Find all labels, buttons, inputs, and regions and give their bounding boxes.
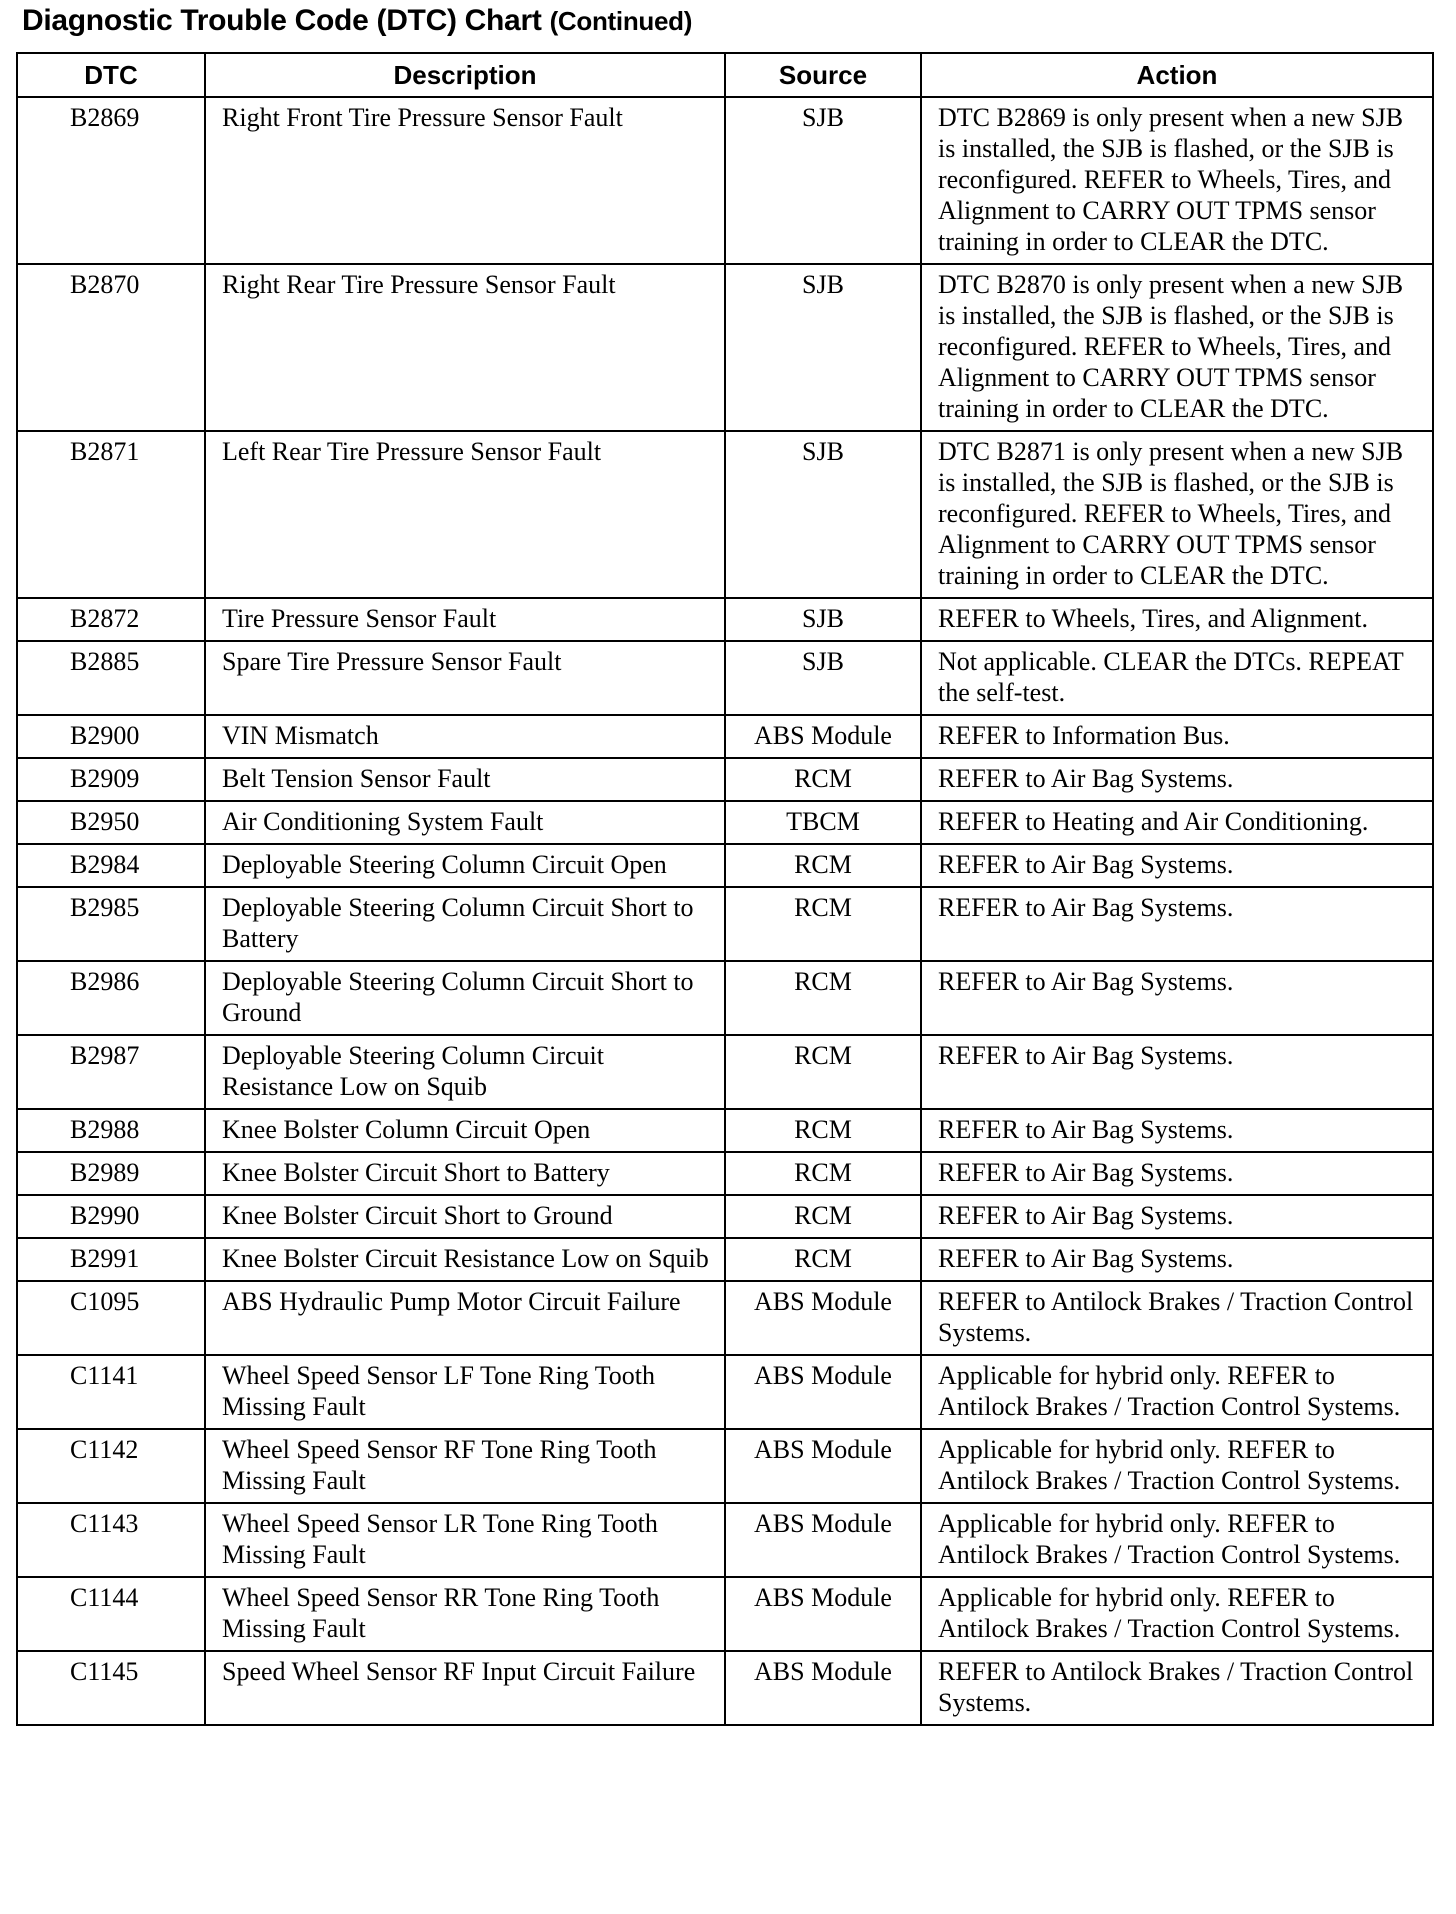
cell-source: RCM	[725, 1109, 921, 1152]
cell-dtc-code: B2991	[17, 1238, 205, 1281]
table-row	[17, 758, 1433, 801]
cell-source: TBCM	[725, 801, 921, 844]
table-row	[17, 961, 1433, 1035]
table-row	[17, 1035, 1433, 1109]
cell-description: Knee Bolster Circuit Resistance Low on Squib	[205, 1238, 725, 1281]
cell-action: REFER to Information Bus.	[921, 715, 1433, 758]
table-row	[17, 1152, 1433, 1195]
cell-action: REFER to Air Bag Systems.	[921, 1195, 1433, 1238]
table-row	[17, 1429, 1433, 1503]
cell-action: Applicable for hybrid only. REFER to Antilock Brakes / Traction Control Systems.	[921, 1503, 1433, 1577]
cell-dtc-code: C1141	[17, 1355, 205, 1429]
cell-dtc-code: B2871	[17, 431, 205, 598]
header-description: Description	[205, 53, 725, 97]
table-row	[17, 1281, 1433, 1355]
table-row	[17, 1195, 1433, 1238]
cell-dtc-code: C1142	[17, 1429, 205, 1503]
cell-action: REFER to Air Bag Systems.	[921, 961, 1433, 1035]
cell-dtc-code: C1145	[17, 1651, 205, 1725]
cell-source: RCM	[725, 1195, 921, 1238]
table-header	[17, 53, 1433, 97]
table-row	[17, 715, 1433, 758]
cell-description: Knee Bolster Column Circuit Open	[205, 1109, 725, 1152]
cell-description: Deployable Steering Column Circuit Short to Ground	[205, 961, 725, 1035]
cell-dtc-code: B2988	[17, 1109, 205, 1152]
cell-source: ABS Module	[725, 1577, 921, 1651]
cell-description: Belt Tension Sensor Fault	[205, 758, 725, 801]
table-row	[17, 844, 1433, 887]
cell-action: Applicable for hybrid only. REFER to Antilock Brakes / Traction Control Systems.	[921, 1577, 1433, 1651]
table-row	[17, 641, 1433, 715]
cell-description: ABS Hydraulic Pump Motor Circuit Failure	[205, 1281, 725, 1355]
cell-source: ABS Module	[725, 1281, 921, 1355]
cell-source: RCM	[725, 844, 921, 887]
cell-description: Wheel Speed Sensor LR Tone Ring Tooth Missing Fault	[205, 1503, 725, 1577]
table-row	[17, 1355, 1433, 1429]
cell-dtc-code: B2990	[17, 1195, 205, 1238]
cell-dtc-code: B2909	[17, 758, 205, 801]
table-row	[17, 431, 1433, 598]
header-row	[17, 53, 1433, 97]
cell-description: Speed Wheel Sensor RF Input Circuit Failure	[205, 1651, 725, 1725]
cell-action: DTC B2870 is only present when a new SJB is installed, the SJB is flashed, or the SJB is reconfigured. REFER to Wheels, Tires, and Alignment to CARRY OUT TPMS sensor training in order to CLEAR the DTC.	[921, 264, 1433, 431]
cell-source: SJB	[725, 431, 921, 598]
page-title	[22, 4, 692, 38]
table-row	[17, 97, 1433, 264]
cell-source: SJB	[725, 641, 921, 715]
cell-description: Deployable Steering Column Circuit Resistance Low on Squib	[205, 1035, 725, 1109]
cell-action: Not applicable. CLEAR the DTCs. REPEAT the self-test.	[921, 641, 1433, 715]
page-title-suffix: (Continued)	[549, 6, 693, 36]
cell-description: Knee Bolster Circuit Short to Battery	[205, 1152, 725, 1195]
cell-source: SJB	[725, 598, 921, 641]
cell-description: Tire Pressure Sensor Fault	[205, 598, 725, 641]
cell-action: REFER to Air Bag Systems.	[921, 1238, 1433, 1281]
cell-source: ABS Module	[725, 1503, 921, 1577]
cell-description: Left Rear Tire Pressure Sensor Fault	[205, 431, 725, 598]
header-source: Source	[725, 53, 921, 97]
cell-dtc-code: B2989	[17, 1152, 205, 1195]
cell-dtc-code: C1144	[17, 1577, 205, 1651]
cell-source: ABS Module	[725, 1429, 921, 1503]
cell-dtc-code: C1143	[17, 1503, 205, 1577]
cell-dtc-code: B2984	[17, 844, 205, 887]
dtc-chart-table	[16, 52, 1434, 1726]
cell-source: ABS Module	[725, 715, 921, 758]
cell-dtc-code: B2985	[17, 887, 205, 961]
cell-source: RCM	[725, 961, 921, 1035]
table-row	[17, 887, 1433, 961]
table-row	[17, 598, 1433, 641]
cell-dtc-code: B2900	[17, 715, 205, 758]
table-row	[17, 1109, 1433, 1152]
cell-description: Wheel Speed Sensor LF Tone Ring Tooth Missing Fault	[205, 1355, 725, 1429]
cell-action: REFER to Antilock Brakes / Traction Control Systems.	[921, 1651, 1433, 1725]
cell-action: REFER to Air Bag Systems.	[921, 1152, 1433, 1195]
cell-action: REFER to Air Bag Systems.	[921, 1109, 1433, 1152]
cell-description: Deployable Steering Column Circuit Short to Battery	[205, 887, 725, 961]
cell-action: DTC B2869 is only present when a new SJB is installed, the SJB is flashed, or the SJB is reconfigured. REFER to Wheels, Tires, and Alignment to CARRY OUT TPMS sensor training in order to CLEAR the DTC.	[921, 97, 1433, 264]
cell-source: RCM	[725, 1238, 921, 1281]
cell-source: RCM	[725, 887, 921, 961]
cell-description: Spare Tire Pressure Sensor Fault	[205, 641, 725, 715]
table-row	[17, 264, 1433, 431]
cell-dtc-code: C1095	[17, 1281, 205, 1355]
cell-source: SJB	[725, 97, 921, 264]
cell-source: ABS Module	[725, 1355, 921, 1429]
cell-dtc-code: B2950	[17, 801, 205, 844]
cell-dtc-code: B2987	[17, 1035, 205, 1109]
cell-action: REFER to Heating and Air Conditioning.	[921, 801, 1433, 844]
cell-description: VIN Mismatch	[205, 715, 725, 758]
cell-action: REFER to Antilock Brakes / Traction Control Systems.	[921, 1281, 1433, 1355]
cell-action: Applicable for hybrid only. REFER to Antilock Brakes / Traction Control Systems.	[921, 1355, 1433, 1429]
table-row	[17, 1651, 1433, 1725]
cell-action: REFER to Air Bag Systems.	[921, 1035, 1433, 1109]
cell-source: RCM	[725, 758, 921, 801]
cell-source: SJB	[725, 264, 921, 431]
cell-description: Wheel Speed Sensor RR Tone Ring Tooth Missing Fault	[205, 1577, 725, 1651]
cell-action: Applicable for hybrid only. REFER to Antilock Brakes / Traction Control Systems.	[921, 1429, 1433, 1503]
table-row	[17, 1238, 1433, 1281]
cell-description: Right Rear Tire Pressure Sensor Fault	[205, 264, 725, 431]
cell-action: REFER to Air Bag Systems.	[921, 844, 1433, 887]
cell-dtc-code: B2870	[17, 264, 205, 431]
cell-dtc-code: B2986	[17, 961, 205, 1035]
table-row	[17, 1503, 1433, 1577]
cell-action: DTC B2871 is only present when a new SJB is installed, the SJB is flashed, or the SJB is reconfigured. REFER to Wheels, Tires, and Alignment to CARRY OUT TPMS sensor training in order to CLEAR the DTC.	[921, 431, 1433, 598]
cell-dtc-code: B2869	[17, 97, 205, 264]
header-dtc: DTC	[17, 53, 205, 97]
cell-source: ABS Module	[725, 1651, 921, 1725]
page-title-main: Diagnostic Trouble Code (DTC) Chart	[22, 4, 542, 37]
cell-description: Wheel Speed Sensor RF Tone Ring Tooth Missing Fault	[205, 1429, 725, 1503]
table-row	[17, 1577, 1433, 1651]
cell-action: REFER to Air Bag Systems.	[921, 758, 1433, 801]
cell-description: Knee Bolster Circuit Short to Ground	[205, 1195, 725, 1238]
cell-source: RCM	[725, 1035, 921, 1109]
cell-description: Right Front Tire Pressure Sensor Fault	[205, 97, 725, 264]
cell-dtc-code: B2885	[17, 641, 205, 715]
cell-dtc-code: B2872	[17, 598, 205, 641]
header-action: Action	[921, 53, 1433, 97]
table-row	[17, 801, 1433, 844]
cell-action: REFER to Air Bag Systems.	[921, 887, 1433, 961]
cell-source: RCM	[725, 1152, 921, 1195]
cell-action: REFER to Wheels, Tires, and Alignment.	[921, 598, 1433, 641]
cell-description: Air Conditioning System Fault	[205, 801, 725, 844]
cell-description: Deployable Steering Column Circuit Open	[205, 844, 725, 887]
table-body	[17, 97, 1433, 1725]
